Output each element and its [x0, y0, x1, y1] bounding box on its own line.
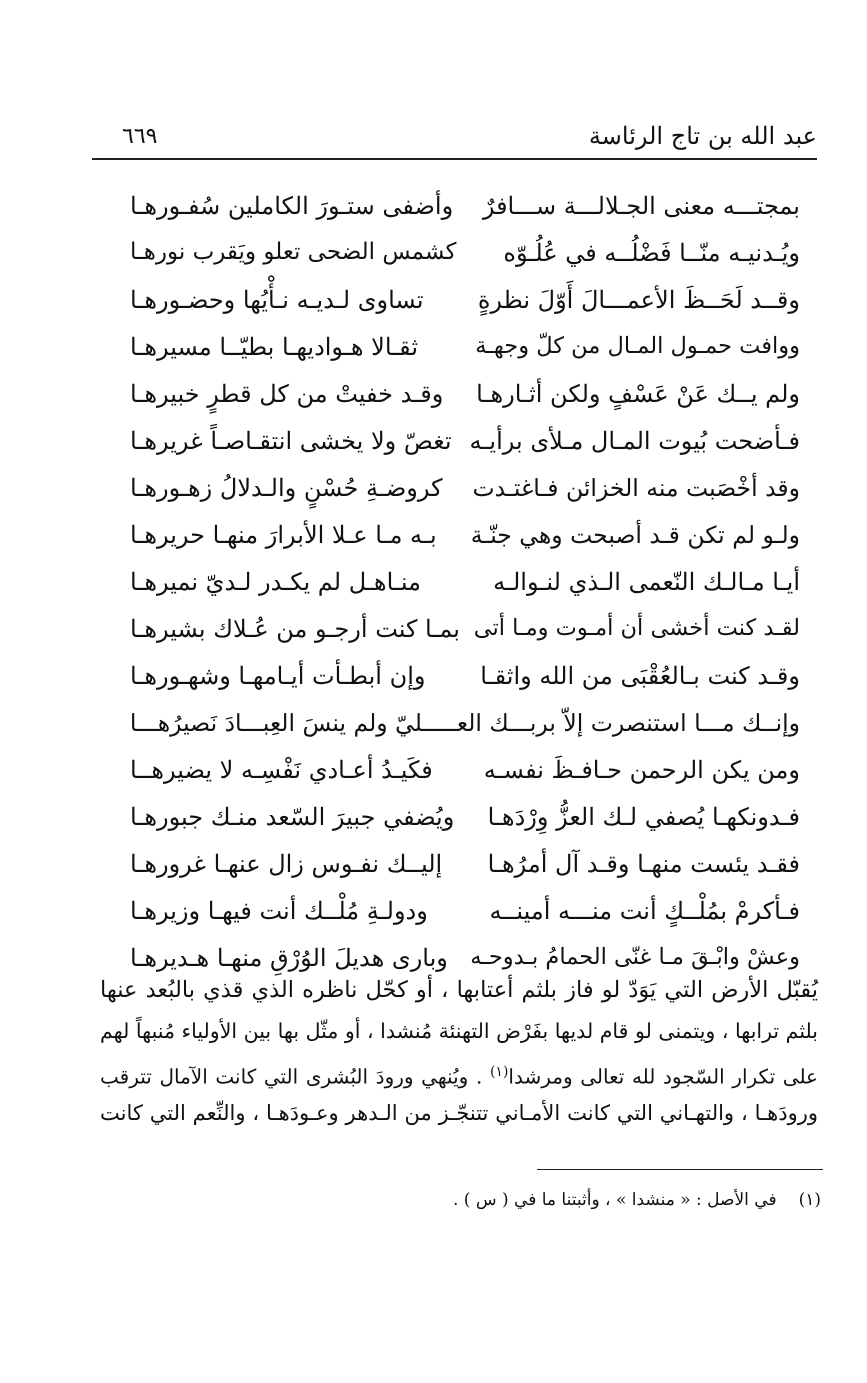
- footnote-reference: (١): [489, 1064, 509, 1080]
- verse-first-hemistich: فـأضحت بُيوت المـال مـلأى برأيـه: [469, 427, 800, 455]
- verse-first-hemistich: وعشْ وابْـقَ مـا غنّى الحمامُ بـدوحـه: [470, 944, 800, 970]
- verse-first-hemistich: فقـد يئست منهـا وقـد آل أمرُهـا: [487, 850, 800, 878]
- prose-text: ورودَهـا ، والتهـاني التي كانت الأمـاني تتنجّـز من الـدهر وعـودَهـا ، والنِّعم التي كانت: [100, 1101, 818, 1125]
- verse-second-hemistich: وأضفى ستـورَ الكاملين سُفـورهـا: [130, 192, 454, 220]
- verse-first-hemistich: فـدونكهـا يُصفي لـك العزُّ وِرْدَهـا: [487, 803, 800, 831]
- verse: [110, 329, 800, 376]
- verse-full-line: وإنــك مـــا استنصرت إلاّ بربـــك العـــــليّ ولم ينسَ العِبـــادَ نَصيرُهـــا: [129, 709, 800, 737]
- verse-first-hemistich: ولم يــك عَنْ عَسْفٍ ولكن أثـارهـا: [476, 380, 800, 408]
- verse-first-hemistich: وقـد كنت بـالعُقْبَى من الله واثقـا: [480, 662, 800, 690]
- verse: [110, 188, 800, 235]
- verse-second-hemistich: كروضـةِ حُسْنٍ والـدلالُ زهـورهـا: [130, 474, 443, 502]
- verse: [110, 658, 800, 705]
- verse: [110, 235, 800, 282]
- prose-paragraph: [100, 970, 818, 1134]
- verse: [110, 564, 800, 611]
- verse-first-hemistich: فـأكرمْ بمُلْــكٍ أنت منـــه أمينــه: [489, 897, 800, 925]
- prose-line: [100, 970, 818, 1011]
- verse-second-hemistich: بـه مـا عـلا الأبرارَ منهـا حريرهـا: [130, 521, 437, 549]
- verse: [110, 423, 800, 470]
- verse-first-hemistich: ولـو لم تكن قـد أصبحت وهي جنّـة: [470, 521, 800, 549]
- verse-first-hemistich: ويُـدنيـه منّــا فَضْلُــه في عُلُـوّه: [503, 239, 800, 267]
- prose-text-continued: . ويُنهي ورودَ البُشرى التي كانت الآمال تترقب: [100, 1064, 490, 1089]
- verse: [110, 376, 800, 423]
- poem: [110, 188, 800, 987]
- verse: [110, 611, 800, 658]
- verse-first-hemistich: وقد أخْصَبت منه الخزائن فـاغتـدت: [472, 474, 800, 502]
- footnote-mark: (١): [798, 1190, 821, 1210]
- verse-first-hemistich: بمجتـــه معنى الجـلالـــة ســـافرٌ: [482, 192, 800, 220]
- verse-second-hemistich: وبارى هديلَ الوُرْقِ منهـا هـديرهـا: [130, 944, 448, 972]
- prose-line: [100, 1011, 818, 1052]
- verse-second-hemistich: فكَيـدُ أعـادي نَفْسِـه لا يضيرهــا: [130, 756, 433, 784]
- verse: [110, 893, 800, 940]
- verse-second-hemistich: ثقـالا هـواديهـا بطيّــا مسيرهـا: [130, 333, 418, 361]
- verse-first-hemistich: ومن يكن الرحمن حـافـظَ نفسـه: [483, 756, 800, 784]
- prose-text: بلثم ترابها ، ويتمنى لو قام لديها بفَرْض التهنئة مُنشدا ، أو مثّل بها بين الأولياء مُنبهاً لهم: [100, 1019, 818, 1043]
- verse-second-hemistich: بمـا كنت أرجـو من عُـلاك بشيرهـا: [130, 615, 460, 643]
- verse: [110, 799, 800, 846]
- verse: [110, 705, 800, 752]
- running-head: [92, 118, 817, 160]
- running-title: عبد الله بن تاج الرئاسة: [588, 122, 817, 150]
- prose-text: يُقبّل الأرض التي يَوَدّ لو فاز بلثم أعتابها ، أو كحّل ناظره الذي قذي بالبُعد عنها: [100, 977, 818, 1003]
- verse-second-hemistich: وإن أبطـأت أيـامهـا وشهـورهـا: [130, 662, 426, 690]
- footnote-divider: [537, 1169, 823, 1170]
- verse-first-hemistich: لقـد كنت أخشى أن أمـوت ومـا أتى: [473, 615, 800, 641]
- prose-line: [100, 1093, 818, 1134]
- verse: [110, 282, 800, 329]
- verse-second-hemistich: ودولـةِ مُلْــك أنت فيهـا وزيرهـا: [130, 897, 428, 925]
- page-number: ٦٦٩: [122, 124, 158, 149]
- verse: [110, 517, 800, 564]
- verse-second-hemistich: منـاهـل لم يكـدر لـديّ نميرهـا: [130, 568, 422, 596]
- verse-second-hemistich: تغصّ ولا يخشى انتقـاصـاً غريرهـا: [130, 427, 452, 455]
- verse-second-hemistich: كشمس الضحى تعلو ويَقرب نورهـا: [130, 239, 457, 265]
- verse-first-hemistich: أيـا مـالـك النّعمى الـذي لنـوالـه: [493, 568, 800, 596]
- verse-first-hemistich: ووافت حمـول المـال من كلّ وجهـة: [475, 333, 800, 359]
- verse-second-hemistich: وقـد خفيتْ من كل قطرٍ خبيرهـا: [130, 380, 444, 408]
- footnote: [453, 1190, 821, 1210]
- verse-second-hemistich: تساوى لـديـه نـأْيُها وحضـورهـا: [130, 286, 424, 314]
- prose-text: على تكرار السّجود لله تعالى ومرشدا: [508, 1064, 818, 1089]
- verse: [110, 846, 800, 893]
- verse-first-hemistich: وقــد لَحَــظَ الأعمـــالَ أَوّلَ نظرةٍ: [477, 286, 800, 314]
- verse-second-hemistich: إليــك نفـوس زال عنهـا غرورهـا: [130, 850, 443, 878]
- verse: [110, 752, 800, 799]
- verse-second-hemistich: ويُضفي جبيرَ السّعد منـك جبورهـا: [130, 803, 455, 831]
- verse: [110, 470, 800, 517]
- footnote-text: في الأصل : « منشدا » ، وأثبتنا ما في ( س ) .: [453, 1190, 777, 1210]
- prose-line: [100, 1052, 818, 1093]
